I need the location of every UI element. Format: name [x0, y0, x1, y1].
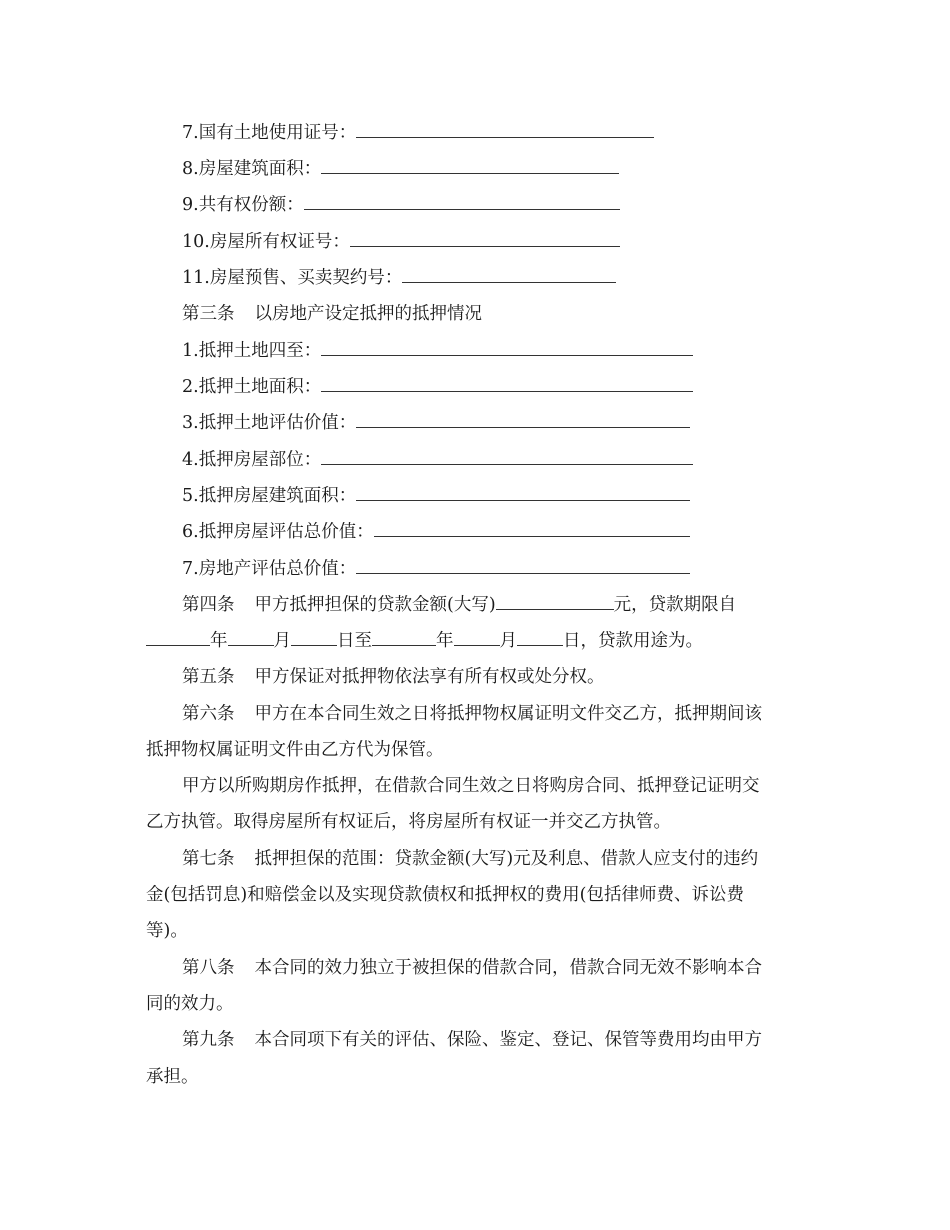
- article-9-line-1: [182, 1029, 762, 1051]
- item-label: 6.抵押房屋评估总价值：: [182, 522, 374, 542]
- fill-blank[interactable]: [304, 194, 620, 210]
- fill-blank[interactable]: [374, 521, 690, 537]
- article-text: 抵押担保的范围：贷款金额(大写)元及利息、借款人应支付的违约: [254, 849, 759, 869]
- article-text: 金(包括罚息)和赔偿金以及实现贷款债权和抵押权的费用(包括律师费、诉讼费: [146, 885, 744, 905]
- item-label: 2.抵押土地面积：: [182, 377, 322, 397]
- property-item: [182, 158, 619, 180]
- article-number: 第七条: [182, 849, 235, 869]
- article-text: 甲方保证对抵押物依法享有所有权或处分权。: [254, 667, 605, 687]
- loan-amount-blank[interactable]: [496, 594, 614, 610]
- item-label: 5.抵押房屋建筑面积：: [182, 486, 357, 506]
- property-item: [182, 122, 654, 144]
- date-text: 月: [273, 631, 291, 651]
- article-text: 本合同的效力独立于被担保的借款合同，借款合同无效不影响本合: [254, 958, 762, 978]
- fill-blank[interactable]: [350, 231, 620, 247]
- article-text: 承担。: [146, 1067, 199, 1087]
- date-text: 月: [499, 631, 517, 651]
- article-6-line-2: [146, 739, 444, 761]
- fill-blank[interactable]: [321, 158, 619, 174]
- fill-blank[interactable]: [356, 558, 690, 574]
- item-label: 7.国有土地使用证号：: [182, 123, 357, 143]
- item-label: 7.房地产评估总价值：: [182, 559, 357, 579]
- property-item: [182, 194, 620, 216]
- article-8-line-1: [182, 957, 762, 979]
- date-text: 日，贷款用途为。: [563, 631, 703, 651]
- mortgage-item: [182, 340, 693, 362]
- article-number: 第六条: [182, 704, 235, 724]
- item-label: 11.房屋预售、买卖契约号：: [182, 268, 403, 288]
- mortgage-item: [182, 412, 690, 434]
- fill-blank[interactable]: [321, 340, 693, 356]
- date-text: 日至: [337, 631, 372, 651]
- article-6-line-1: [182, 703, 762, 725]
- article-5: [182, 666, 605, 688]
- article-text: 甲方在本合同生效之日将抵押物权属证明文件交乙方，抵押期间该: [254, 704, 762, 724]
- fill-blank[interactable]: [321, 376, 693, 392]
- fill-blank[interactable]: [356, 412, 690, 428]
- fill-blank[interactable]: [356, 122, 654, 138]
- fill-blank[interactable]: [356, 485, 690, 501]
- article-text: 等)。: [146, 921, 188, 941]
- article-text: 本合同项下有关的评估、保险、鉴定、登记、保管等费用均由甲方: [254, 1030, 762, 1050]
- fill-blank[interactable]: [402, 267, 616, 283]
- article-8-line-2: [146, 993, 234, 1015]
- article-text: 抵押物权属证明文件由乙方代为保管。: [146, 740, 444, 760]
- article-text: 甲方抵押担保的贷款金额(大写): [254, 595, 496, 615]
- item-label: 3.抵押土地评估价值：: [182, 413, 357, 433]
- start-day-blank[interactable]: [291, 630, 337, 646]
- mortgage-item: [182, 521, 690, 543]
- article-9-line-2: [146, 1066, 199, 1088]
- item-label: 4.抵押房屋部位：: [182, 450, 322, 470]
- article-text: 甲方以所购期房作抵押，在借款合同生效之日将购房合同、抵押登记证明交: [182, 776, 760, 796]
- item-label: 1.抵押土地四至：: [182, 341, 322, 361]
- article-text: 元，贷款期限自: [613, 595, 737, 615]
- article-4-line-1: [182, 594, 736, 616]
- item-label: 9.共有权份额：: [182, 195, 304, 215]
- article-7-line-1: [182, 848, 758, 870]
- article-4-line-2: [146, 630, 703, 652]
- end-month-blank[interactable]: [454, 630, 500, 646]
- article-6-para2-line-1: [182, 775, 760, 797]
- start-month-blank[interactable]: [228, 630, 274, 646]
- article-title: 以房地产设定抵押的抵押情况: [254, 304, 482, 324]
- fill-blank[interactable]: [321, 449, 693, 465]
- article-number: 第九条: [182, 1030, 235, 1050]
- article-7-line-2: [146, 884, 744, 906]
- start-year-blank[interactable]: [146, 630, 210, 646]
- article-7-line-3: [146, 920, 188, 942]
- article-3-heading: [182, 303, 482, 325]
- article-number: 第三条: [182, 304, 235, 324]
- article-number: 第八条: [182, 958, 235, 978]
- article-text: 同的效力。: [146, 994, 234, 1014]
- mortgage-item: [182, 558, 690, 580]
- mortgage-item: [182, 485, 690, 507]
- property-item: [182, 267, 616, 289]
- article-6-para2-line-2: [146, 811, 671, 833]
- property-item: [182, 231, 620, 253]
- end-day-blank[interactable]: [517, 630, 563, 646]
- article-number: 第四条: [182, 595, 235, 615]
- item-label: 8.房屋建筑面积：: [182, 159, 322, 179]
- end-year-blank[interactable]: [372, 630, 436, 646]
- date-text: 年: [210, 631, 228, 651]
- mortgage-item: [182, 376, 693, 398]
- article-text: 乙方执管。取得房屋所有权证后，将房屋所有权证一并交乙方执管。: [146, 812, 671, 832]
- article-number: 第五条: [182, 667, 235, 687]
- date-text: 年: [436, 631, 454, 651]
- item-label: 10.房屋所有权证号：: [182, 232, 350, 252]
- mortgage-item: [182, 449, 693, 471]
